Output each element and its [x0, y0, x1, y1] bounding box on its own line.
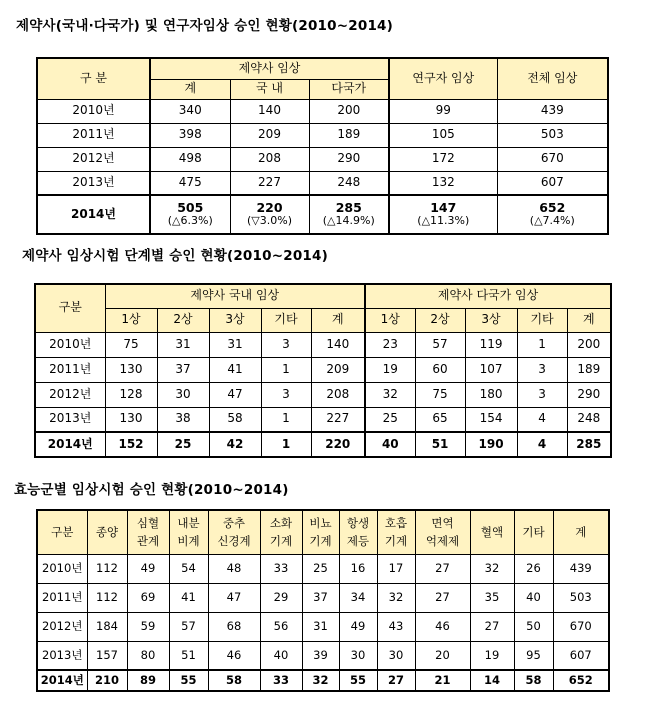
- value-cell: 32: [302, 670, 339, 691]
- value-cell: 25: [157, 432, 209, 457]
- value-cell: 51: [415, 432, 465, 457]
- value-cell: 208: [230, 147, 309, 171]
- value-cell: 140: [311, 332, 365, 357]
- table-row: [37, 554, 609, 583]
- t3-column-header: [377, 510, 415, 554]
- year-cell: 2013년: [37, 641, 87, 670]
- year-cell: 2010년: [37, 99, 150, 123]
- table-row: [35, 407, 611, 432]
- value-cell: 3: [517, 357, 567, 382]
- value-cell: 652 (△7.4%): [497, 195, 608, 234]
- t1-multi-subheader: 다국가: [309, 79, 389, 99]
- value-cell: 189: [567, 357, 611, 382]
- value-cell: 112: [87, 583, 127, 612]
- value-cell: 49: [127, 554, 169, 583]
- header-line: 항생: [346, 516, 370, 531]
- t3-column-header: [470, 510, 514, 554]
- value-cell: 17: [377, 554, 415, 583]
- phase-header-cell: 1상: [105, 308, 157, 332]
- year-cell: 2012년: [37, 147, 150, 171]
- value-cell: 498: [150, 147, 230, 171]
- value-cell: 32: [377, 583, 415, 612]
- value-cell: 184: [87, 612, 127, 641]
- value-cell: 41: [209, 357, 261, 382]
- value-cell: 30: [377, 641, 415, 670]
- header-line: 호흡: [384, 516, 408, 531]
- header-line: 신경계: [217, 534, 251, 549]
- value-cell: 154: [465, 407, 517, 432]
- table1-title: 제약사(국내·다국가) 및 연구자임상 승인 현황(2010~2014): [16, 18, 394, 34]
- value-cell: 80: [127, 641, 169, 670]
- value-cell: 33: [260, 670, 302, 691]
- t3-column-header: [514, 510, 553, 554]
- value-cell: 670: [497, 147, 608, 171]
- value-cell: 47: [208, 583, 260, 612]
- table-row: [37, 99, 608, 123]
- table-row: [37, 612, 609, 641]
- value-cell: 200: [567, 332, 611, 357]
- year-cell: 2011년: [37, 123, 150, 147]
- value-cell: 65: [415, 407, 465, 432]
- value-cell: 607: [553, 641, 609, 670]
- value-cell: 398: [150, 123, 230, 147]
- phase-header-cell: 기타: [261, 308, 311, 332]
- value-cell: 439: [497, 99, 608, 123]
- value-cell: 290: [309, 147, 389, 171]
- year-cell: 2011년: [35, 357, 105, 382]
- table-row: [35, 357, 611, 382]
- value-cell: 670: [553, 612, 609, 641]
- value-cell: 40: [365, 432, 415, 457]
- approval-table-3: [36, 509, 610, 692]
- value-cell: 340: [150, 99, 230, 123]
- value-cell: 248: [309, 171, 389, 195]
- value-cell: 32: [470, 554, 514, 583]
- value-cell: 40: [514, 583, 553, 612]
- value-cell: 19: [470, 641, 514, 670]
- value-cell: 30: [157, 382, 209, 407]
- value-cell: 54: [169, 554, 208, 583]
- value-cell: 27: [415, 583, 470, 612]
- value-cell: 39: [302, 641, 339, 670]
- value-cell: 60: [415, 357, 465, 382]
- value-cell: 42: [209, 432, 261, 457]
- value-cell: 29: [260, 583, 302, 612]
- value-cell: 189: [309, 123, 389, 147]
- t3-column-header: [87, 510, 127, 554]
- table-row: [35, 332, 611, 357]
- value-cell: 38: [157, 407, 209, 432]
- value-cell: 46: [415, 612, 470, 641]
- value-cell: 285 (△14.9%): [309, 195, 389, 234]
- year-cell: 2014년: [37, 195, 150, 234]
- value-cell: 21: [415, 670, 470, 691]
- table-row: [37, 123, 608, 147]
- table-row: [37, 171, 608, 195]
- phase-header-cell: 계: [311, 308, 365, 332]
- value-cell: 25: [365, 407, 415, 432]
- header-line: 비뇨: [309, 516, 332, 531]
- header-line: 내분: [177, 516, 200, 531]
- value-cell: 140: [230, 99, 309, 123]
- t3-column-header: [260, 510, 302, 554]
- phase-header-cell: 2상: [157, 308, 209, 332]
- value-cell: 69: [127, 583, 169, 612]
- t1-overall-header: 전체 임상: [497, 58, 608, 99]
- value-cell: 16: [339, 554, 377, 583]
- phase-header-cell: 3상: [465, 308, 517, 332]
- header-line: 비계: [177, 534, 200, 549]
- table-row: [35, 432, 611, 457]
- value-cell: 132: [389, 171, 497, 195]
- value-cell: 37: [157, 357, 209, 382]
- header-line: 억제제: [425, 534, 460, 549]
- value-cell: 112: [87, 554, 127, 583]
- value-cell: 200: [309, 99, 389, 123]
- value-cell: 31: [209, 332, 261, 357]
- value-cell: 75: [105, 332, 157, 357]
- value-cell: 59: [127, 612, 169, 641]
- value-cell: 1: [261, 432, 311, 457]
- value-cell: 55: [339, 670, 377, 691]
- t3-column-header: [127, 510, 169, 554]
- value-cell: 248: [567, 407, 611, 432]
- t3-column-header: [302, 510, 339, 554]
- value-cell: 41: [169, 583, 208, 612]
- t2-multi-group-header: 제약사 다국가 임상: [365, 284, 611, 308]
- value-cell: 26: [514, 554, 553, 583]
- value-cell: 210: [87, 670, 127, 691]
- phase-header-cell: 계: [567, 308, 611, 332]
- t3-category-header: 구분: [37, 510, 87, 554]
- t1-total-subheader: 계: [150, 79, 230, 99]
- value-cell: 89: [127, 670, 169, 691]
- value-cell: 1: [261, 407, 311, 432]
- value-cell: 58: [514, 670, 553, 691]
- value-cell: 30: [339, 641, 377, 670]
- phase-header-cell: 2상: [415, 308, 465, 332]
- value-cell: 50: [514, 612, 553, 641]
- value-cell: 95: [514, 641, 553, 670]
- value-cell: 48: [208, 554, 260, 583]
- year-cell: 2010년: [37, 554, 87, 583]
- t3-column-header: [553, 510, 609, 554]
- value-cell: 14: [470, 670, 514, 691]
- value-cell: 51: [169, 641, 208, 670]
- table-row: [37, 670, 609, 691]
- year-cell: 2014년: [37, 670, 87, 691]
- value-cell: 4: [517, 432, 567, 457]
- year-cell: 2013년: [37, 171, 150, 195]
- value-cell: 130: [105, 357, 157, 382]
- value-cell: 130: [105, 407, 157, 432]
- value-cell: 33: [260, 554, 302, 583]
- value-cell: 227: [230, 171, 309, 195]
- header-line: 중추: [222, 516, 246, 531]
- value-cell: 290: [567, 382, 611, 407]
- header-line: 종양: [95, 525, 119, 540]
- value-cell: 35: [470, 583, 514, 612]
- table2-title: 제약사 임상시험 단계별 승인 현황(2010~2014): [22, 248, 328, 264]
- value-cell: 157: [87, 641, 127, 670]
- value-cell: 25: [302, 554, 339, 583]
- value-cell: 147 (△11.3%): [389, 195, 497, 234]
- value-cell: 58: [209, 407, 261, 432]
- year-cell: 2011년: [37, 583, 87, 612]
- value-cell: 4: [517, 407, 567, 432]
- value-cell: 107: [465, 357, 517, 382]
- table-row: [35, 382, 611, 407]
- value-cell: 57: [415, 332, 465, 357]
- value-cell: 209: [230, 123, 309, 147]
- value-cell: 152: [105, 432, 157, 457]
- header-line: 소화: [269, 516, 293, 531]
- table-row: [37, 583, 609, 612]
- value-cell: 180: [465, 382, 517, 407]
- header-line: 혈액: [480, 525, 504, 540]
- header-line: 기계: [269, 534, 293, 549]
- t1-domestic-subheader: 국 내: [230, 79, 309, 99]
- value-cell: 20: [415, 641, 470, 670]
- value-cell: 652: [553, 670, 609, 691]
- value-cell: 99: [389, 99, 497, 123]
- value-cell: 75: [415, 382, 465, 407]
- t3-column-header: [208, 510, 260, 554]
- value-cell: 27: [377, 670, 415, 691]
- value-cell: 57: [169, 612, 208, 641]
- value-cell: 40: [260, 641, 302, 670]
- value-cell: 47: [209, 382, 261, 407]
- value-cell: 34: [339, 583, 377, 612]
- header-line: 관계: [136, 534, 160, 549]
- t1-row-2014: [37, 195, 608, 234]
- header-line: 제등: [346, 534, 370, 549]
- year-cell: 2014년: [35, 432, 105, 457]
- approval-table-1: [36, 57, 609, 235]
- year-cell: 2012년: [37, 612, 87, 641]
- header-line: 기타: [522, 525, 545, 540]
- value-cell: 3: [261, 382, 311, 407]
- value-cell: 3: [517, 382, 567, 407]
- value-cell: 55: [169, 670, 208, 691]
- value-cell: 128: [105, 382, 157, 407]
- value-cell: 46: [208, 641, 260, 670]
- t2-category-header: 구분: [35, 284, 105, 332]
- value-cell: 27: [470, 612, 514, 641]
- t3-column-header: [415, 510, 470, 554]
- table-row: [37, 641, 609, 670]
- value-cell: 31: [302, 612, 339, 641]
- value-cell: 27: [415, 554, 470, 583]
- value-cell: 208: [311, 382, 365, 407]
- value-cell: 49: [339, 612, 377, 641]
- value-cell: 1: [261, 357, 311, 382]
- phase-header-cell: 1상: [365, 308, 415, 332]
- value-cell: 227: [311, 407, 365, 432]
- value-cell: 19: [365, 357, 415, 382]
- value-cell: 32: [365, 382, 415, 407]
- approval-table-2: [34, 283, 612, 458]
- value-cell: 190: [465, 432, 517, 457]
- table-row: [37, 147, 608, 171]
- year-cell: 2013년: [35, 407, 105, 432]
- t1-pharma-group-header: 제약사 임상: [150, 58, 389, 79]
- value-cell: 58: [208, 670, 260, 691]
- t1-category-header: 구 분: [37, 58, 150, 99]
- value-cell: 68: [208, 612, 260, 641]
- value-cell: 1: [517, 332, 567, 357]
- value-cell: 119: [465, 332, 517, 357]
- value-cell: 172: [389, 147, 497, 171]
- value-cell: 220: [311, 432, 365, 457]
- header-line: 기계: [384, 534, 408, 549]
- year-cell: 2012년: [35, 382, 105, 407]
- value-cell: 37: [302, 583, 339, 612]
- value-cell: 23: [365, 332, 415, 357]
- t1-investigator-header: 연구자 임상: [389, 58, 497, 99]
- t3-column-header: [169, 510, 208, 554]
- value-cell: 43: [377, 612, 415, 641]
- value-cell: 503: [553, 583, 609, 612]
- value-cell: 607: [497, 171, 608, 195]
- value-cell: 285: [567, 432, 611, 457]
- t2-domestic-group-header: 제약사 국내 임상: [105, 284, 365, 308]
- header-line: 면역: [431, 516, 454, 531]
- header-line: 기계: [309, 534, 332, 549]
- year-cell: 2010년: [35, 332, 105, 357]
- value-cell: 503: [497, 123, 608, 147]
- table3-title: 효능군별 임상시험 승인 현황(2010~2014): [14, 482, 289, 498]
- header-line: 계: [575, 525, 587, 540]
- value-cell: 105: [389, 123, 497, 147]
- phase-header-cell: 기타: [517, 308, 567, 332]
- value-cell: 209: [311, 357, 365, 382]
- value-cell: 3: [261, 332, 311, 357]
- header-line: 심혈: [136, 516, 160, 531]
- t3-column-header: [339, 510, 377, 554]
- value-cell: 439: [553, 554, 609, 583]
- phase-header-cell: 3상: [209, 308, 261, 332]
- value-cell: 31: [157, 332, 209, 357]
- value-cell: 56: [260, 612, 302, 641]
- value-cell: 475: [150, 171, 230, 195]
- value-cell: 505 (△6.3%): [150, 195, 230, 234]
- value-cell: 220 (▽3.0%): [230, 195, 309, 234]
